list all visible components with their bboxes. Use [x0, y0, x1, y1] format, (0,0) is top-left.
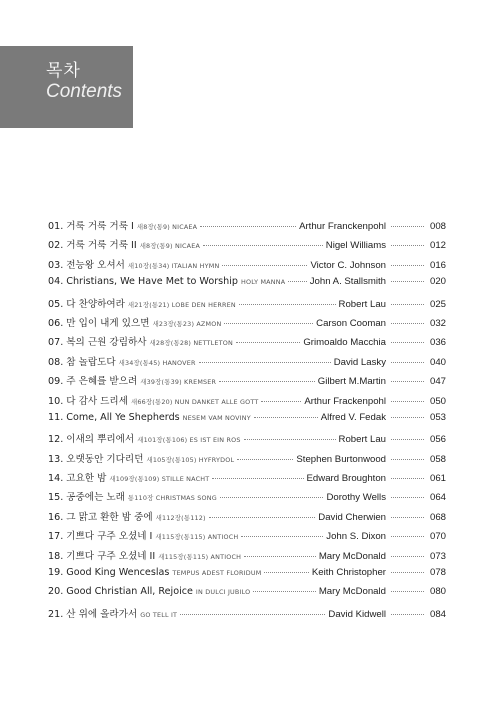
entry-title: 이새의 뿌리에서	[66, 434, 135, 446]
entry-hymn-info: 새8장(통9) NICAEA	[139, 242, 201, 251]
entry-hymn-info: HOLY MANNA	[240, 278, 286, 287]
dot-leader	[264, 572, 308, 573]
entry-title: 오랫동안 기다리던	[66, 453, 144, 465]
entry-number: 11.	[48, 411, 64, 423]
entry-page-number: 053	[429, 411, 446, 423]
entry-number: 08.	[48, 356, 64, 368]
entry-title: 공중에는 노래	[66, 492, 125, 504]
entry-title: 참 놀랍도다	[66, 356, 116, 368]
entry-arranger: David Cherwien	[318, 511, 386, 523]
entry-arranger: Robert Lau	[338, 434, 386, 446]
entry-page-number: 061	[429, 473, 446, 485]
entry-title: 산 위에 올라가서	[66, 608, 138, 620]
entry-hymn-info: 새115장(통115) ANTIOCH	[155, 533, 239, 542]
entry-arranger: John A. Stallsmith	[309, 276, 386, 288]
dot-leader	[391, 342, 424, 343]
toc-entry[interactable]	[48, 451, 446, 470]
entry-number: 16.	[48, 511, 64, 523]
dot-leader	[236, 342, 300, 343]
entry-title: 거룩 거룩 거룩 II	[66, 240, 137, 252]
entry-arranger: Mary McDonald	[318, 550, 386, 562]
entry-arranger: Carson Cooman	[316, 317, 386, 329]
entry-page-number: 020	[429, 276, 446, 288]
toc-entry[interactable]	[48, 489, 446, 508]
entry-page-number: 008	[429, 221, 446, 232]
entry-hymn-info: 새101장(통106) ES IST EIN ROS	[137, 436, 241, 445]
entry-page-number: 040	[429, 356, 446, 368]
entry-number: 17.	[48, 531, 64, 543]
dot-leader	[391, 304, 424, 305]
dot-leader	[391, 497, 424, 498]
dot-leader	[180, 614, 325, 615]
toc-entry[interactable]	[48, 528, 446, 547]
entry-page-number: 032	[429, 317, 446, 329]
entry-arranger: Alfred V. Fedak	[320, 411, 386, 423]
entry-hymn-info: 새10장(통34) ITALIAN HYMN	[127, 261, 220, 270]
entry-page-number: 036	[429, 337, 446, 349]
entry-page-number: 078	[429, 567, 446, 579]
dot-leader	[254, 417, 318, 418]
toc-entry[interactable]	[48, 412, 446, 431]
dot-leader	[391, 245, 424, 246]
toc-entry[interactable]	[48, 431, 446, 450]
entry-arranger: Gilbert M.Martin	[317, 376, 386, 388]
entry-title: Come, All Ye Shepherds	[66, 411, 180, 423]
entry-number: 10.	[48, 395, 64, 407]
entry-arranger: Arthur Franckenpohl	[299, 221, 386, 232]
toc-entry[interactable]	[48, 567, 446, 586]
entry-title: 다 찬양하여라	[66, 298, 125, 310]
toc-entry[interactable]	[48, 334, 446, 353]
entry-title: 거룩 거룩 거룩 I	[66, 221, 134, 232]
entry-hymn-info: TEMPUS ADEST FLORIDUM	[172, 569, 262, 578]
dot-leader	[391, 381, 424, 382]
header-title-english: Contents	[46, 81, 123, 102]
entry-title: 그 맑고 환한 밤 중에	[66, 511, 153, 523]
dot-leader	[391, 417, 424, 418]
entry-title: 주 은혜를 받으려	[66, 376, 138, 388]
dot-leader	[391, 439, 424, 440]
entry-page-number: 073	[429, 550, 446, 562]
dot-leader	[253, 591, 315, 592]
entry-page-number: 025	[429, 298, 446, 310]
entry-arranger: John S. Dixon	[326, 531, 386, 543]
entry-page-number: 070	[429, 531, 446, 543]
entry-number: 15.	[48, 492, 64, 504]
dot-leader	[244, 439, 336, 440]
entry-hymn-info: NESEM VAM NOVINY	[182, 413, 251, 422]
entry-page-number: 084	[429, 608, 446, 620]
toc-entry[interactable]	[48, 237, 446, 256]
entry-arranger: Mary McDonald	[318, 586, 386, 598]
dot-leader	[391, 459, 424, 460]
entry-number: 18.	[48, 550, 64, 562]
entry-title: 고요한 밤	[66, 473, 107, 485]
entry-page-number: 056	[429, 434, 446, 446]
toc-entry[interactable]	[48, 354, 446, 373]
entry-title: Good King Wenceslas	[66, 567, 170, 579]
toc-entry[interactable]	[48, 276, 446, 295]
entry-page-number: 080	[429, 586, 446, 598]
entry-arranger: Dorothy Wells	[326, 492, 386, 504]
entry-arranger: Grimoaldo Macchia	[303, 337, 386, 349]
entry-number: 20.	[48, 586, 64, 598]
entry-page-number: 016	[429, 259, 446, 271]
toc-entry[interactable]	[48, 296, 446, 315]
entry-hymn-info: 새66장(통20) NUN DANKET ALLE GOTT	[130, 397, 259, 406]
entry-number: 07.	[48, 337, 64, 349]
entry-title: Christians, We Have Met to Worship	[66, 276, 238, 288]
entry-number: 06.	[48, 317, 64, 329]
toc-entry[interactable]	[48, 373, 446, 392]
dot-leader	[200, 226, 296, 227]
dot-leader	[391, 478, 424, 479]
entry-arranger: David Kidwell	[328, 608, 386, 620]
dot-leader	[222, 265, 307, 266]
entry-title: 전능왕 오셔서	[66, 259, 125, 271]
toc-entry[interactable]	[48, 393, 446, 412]
dot-leader	[241, 536, 323, 537]
entry-page-number: 064	[429, 492, 446, 504]
toc-entry[interactable]	[48, 548, 446, 567]
entry-title: Good Christian All, Rejoice	[66, 586, 193, 598]
entry-page-number: 050	[429, 395, 446, 407]
entry-hymn-info: 새39장(통39) KREMSER	[140, 378, 217, 387]
entry-hymn-info: GO TELL IT	[140, 610, 178, 619]
entry-hymn-info: 새109장(통109) STILLE NACHT	[109, 475, 210, 484]
dot-leader	[224, 323, 313, 324]
toc-entry[interactable]	[48, 257, 446, 276]
dot-leader	[261, 401, 301, 402]
toc-entry[interactable]	[48, 470, 446, 489]
entry-hymn-info: 새28장(통28) NETTLETON	[149, 339, 233, 348]
entry-hymn-info: 새23장(통23) AZMON	[152, 319, 222, 328]
entry-number: 02.	[48, 240, 64, 252]
entry-number: 14.	[48, 473, 64, 485]
entry-hymn-info: 새21장(통21) LOBE DEN HERREN	[127, 300, 236, 309]
entry-title: 기쁘다 구주 오셨네 I	[66, 531, 153, 543]
dot-leader	[199, 362, 331, 363]
entry-arranger: David Lasky	[333, 356, 386, 368]
dot-leader	[391, 265, 424, 266]
entry-number: 05.	[48, 298, 64, 310]
dot-leader	[391, 614, 424, 615]
entry-arranger: Nigel Williams	[325, 240, 386, 252]
entry-hymn-info: 통110장 CHRISTMAS SONG	[127, 494, 217, 503]
dot-leader	[391, 591, 424, 592]
entry-arranger: Arthur Frackenpohl	[304, 395, 386, 407]
toc-entry[interactable]	[48, 509, 446, 528]
dot-leader	[220, 497, 324, 498]
toc-entry[interactable]	[48, 218, 446, 237]
entry-arranger: Robert Lau	[338, 298, 386, 310]
header-title-korean: 목차	[46, 61, 81, 81]
dot-leader	[212, 478, 303, 479]
entry-page-number: 058	[429, 453, 446, 465]
entry-title: 복의 근원 강림하사	[66, 337, 147, 349]
dot-leader	[237, 459, 293, 460]
dot-leader	[391, 323, 424, 324]
entry-page-number: 047	[429, 376, 446, 388]
dot-leader	[391, 517, 424, 518]
dot-leader	[391, 401, 424, 402]
dot-leader	[239, 304, 336, 305]
entry-hymn-info: 새105장(통105) HYFRYDOL	[146, 455, 235, 464]
dot-leader	[391, 536, 424, 537]
toc-entry[interactable]	[48, 586, 446, 605]
dot-leader	[288, 281, 306, 282]
entry-hymn-info: 새8장(통9) NICAEA	[136, 223, 198, 231]
entry-hymn-info: IN DULCI JUBILO	[195, 588, 251, 597]
entry-hymn-info: 새34장(통45) HANOVER	[118, 358, 196, 367]
dot-leader	[209, 517, 316, 518]
dot-leader	[219, 381, 315, 382]
entry-arranger: Victor C. Johnson	[310, 259, 386, 271]
toc-entry[interactable]	[48, 315, 446, 334]
entry-number: 04.	[48, 276, 64, 288]
entry-arranger: Stephen Burtonwood	[296, 453, 386, 465]
entry-number: 19.	[48, 567, 64, 579]
dot-leader	[391, 572, 424, 573]
entry-arranger: Keith Christopher	[311, 567, 386, 579]
entry-number: 09.	[48, 376, 64, 388]
entry-number: 13.	[48, 453, 64, 465]
table-of-contents	[48, 218, 446, 625]
dot-leader	[391, 281, 424, 282]
entry-hymn-info: 새115장(통115) ANTIOCH	[158, 552, 242, 561]
dot-leader	[203, 245, 323, 246]
dot-leader	[391, 556, 424, 557]
entry-number: 01.	[48, 221, 64, 232]
entry-number: 03.	[48, 259, 64, 271]
entry-title: 기쁘다 구주 오셨네 II	[66, 550, 156, 562]
entry-hymn-info: 새112장(통112)	[155, 513, 206, 522]
dot-leader	[391, 362, 424, 363]
entry-title: 다 감사 드리세	[66, 395, 128, 407]
dot-leader	[244, 556, 316, 557]
dot-leader	[391, 226, 424, 227]
entry-page-number: 012	[429, 240, 446, 252]
entry-page-number: 068	[429, 511, 446, 523]
contents-header	[0, 46, 133, 128]
entry-number: 21.	[48, 608, 64, 620]
entry-title: 만 입이 내게 있으면	[66, 317, 150, 329]
entry-number: 12.	[48, 434, 64, 446]
toc-entry[interactable]	[48, 606, 446, 625]
entry-arranger: Edward Broughton	[306, 473, 386, 485]
